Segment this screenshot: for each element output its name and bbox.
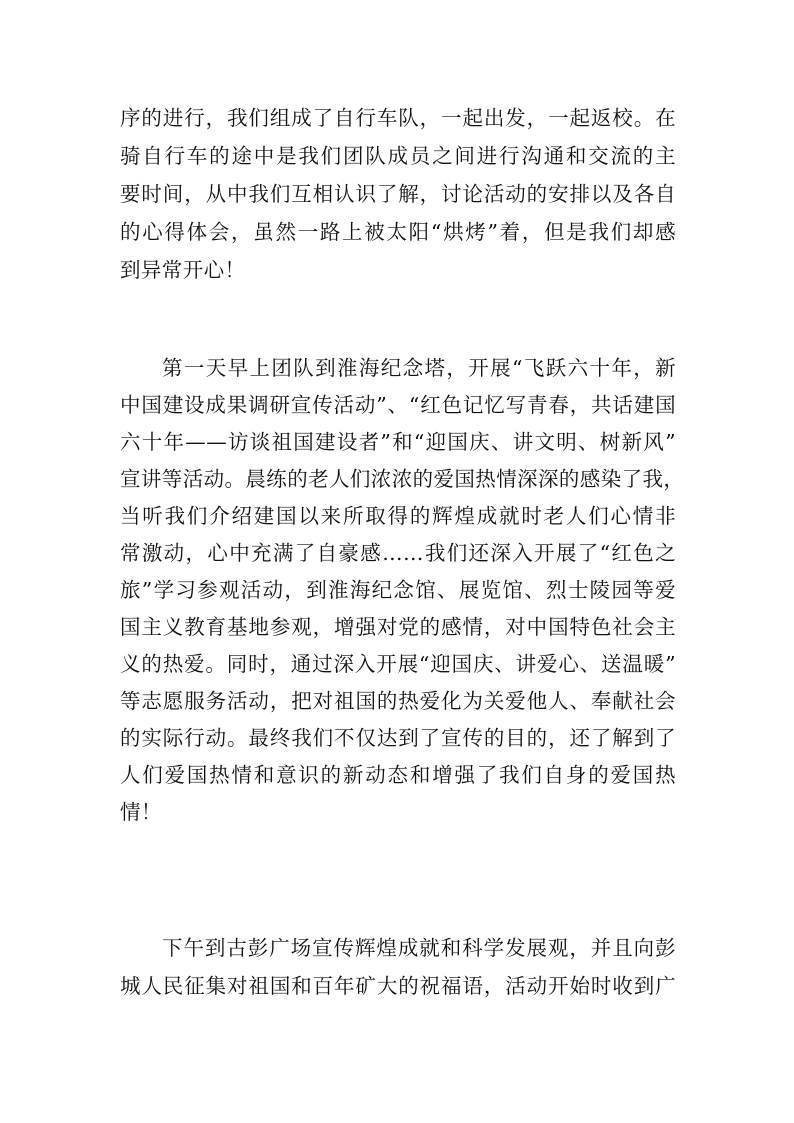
paragraph-line: 义的热爱。同时，通过深入开展“迎国庆、讲爱心、送温暖”: [120, 652, 676, 676]
paragraph-line: 旅”学习参观活动，到淮海纪念馆、展览馆、烈士陵园等爱: [120, 578, 676, 602]
paragraph-line: 中国建设成果调研宣传活动”、“红色记忆写青春，共话建国: [120, 393, 676, 417]
paragraph-line: 骑自行车的途中是我们团队成员之间进行沟通和交流的主: [120, 144, 676, 168]
paragraph-line: 下午到古彭广场宣传辉煌成就和科学发展观，并且向彭: [162, 936, 676, 960]
paragraph-line: 六十年——访谈祖国建设者”和“迎国庆、讲文明、树新风”: [120, 430, 676, 454]
paragraph-line: 到异常开心！: [120, 258, 246, 282]
paragraph-line: 人们爱国热情和意识的新动态和增强了我们自身的爱国热: [120, 763, 676, 787]
paragraph-line: 国主义教育基地参观，增强对党的感情，对中国特色社会主: [120, 615, 676, 639]
paragraph-line: 第一天早上团队到淮海纪念塔，开展“飞跃六十年，新: [162, 356, 676, 380]
paragraph-line: 的心得体会，虽然一路上被太阳“烘烤”着，但是我们却感: [120, 220, 676, 244]
paragraph-line: 的实际行动。最终我们不仅达到了宣传的目的，还了解到了: [120, 726, 676, 750]
paragraph-line: 宣讲等活动。晨练的老人们浓浓的爱国热情深深的感染了我，: [120, 467, 685, 491]
paragraph-line: 城人民征集对祖国和百年矿大的祝福语，活动开始时收到广: [120, 974, 676, 998]
paragraph-line: 序的进行，我们组成了自行车队，一起出发，一起返校。在: [120, 106, 676, 130]
paragraph-line: 要时间，从中我们互相认识了解，讨论活动的安排以及各自: [120, 182, 676, 206]
paragraph-line: 当听我们介绍建国以来所取得的辉煌成就时老人们心情非: [120, 504, 676, 528]
paragraph-line: 情！: [120, 800, 162, 824]
paragraph-line: 等志愿服务活动，把对祖国的热爱化为关爱他人、奉献社会: [120, 689, 676, 713]
paragraph-line: 常激动，心中充满了自豪感……我们还深入开展了“红色之: [120, 541, 676, 565]
